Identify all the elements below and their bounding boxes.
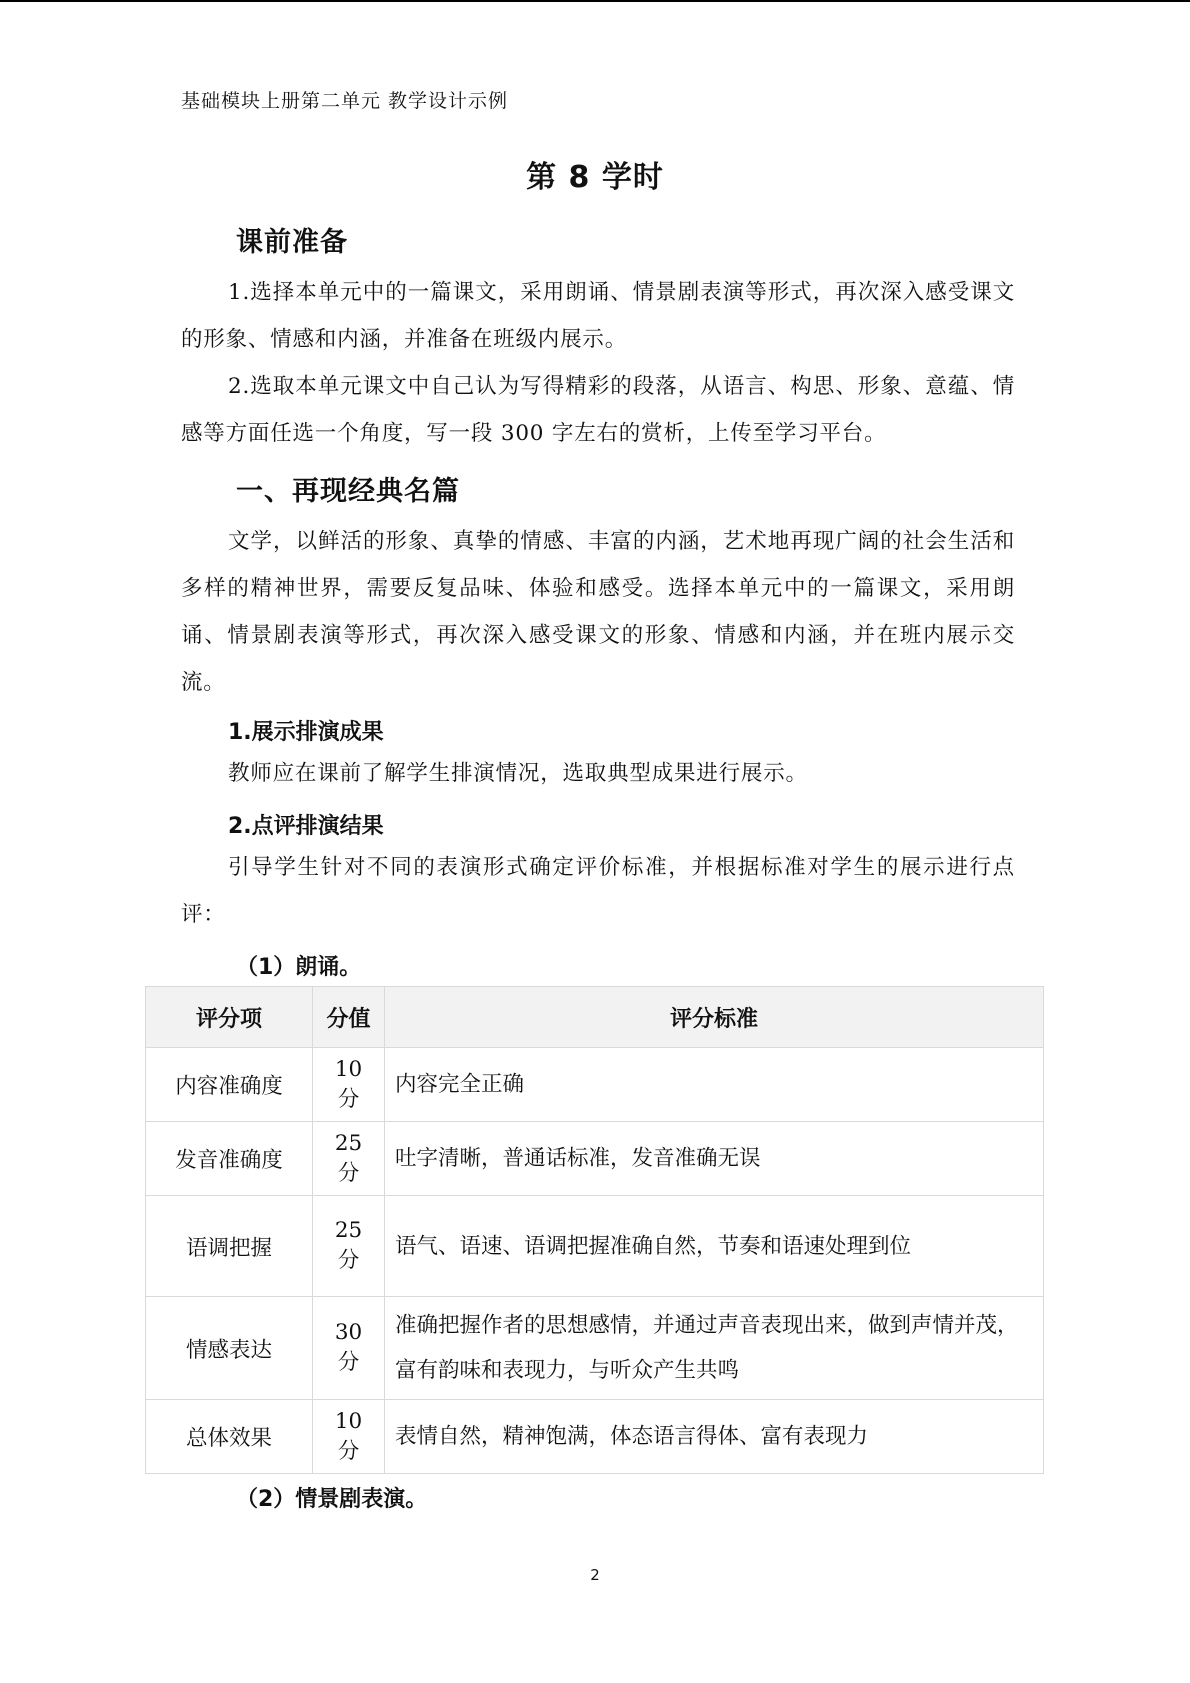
row-item: 内容准确度	[146, 1048, 313, 1122]
showcase-text: 教师应在课前了解学生排演情况，选取典型成果进行展示。	[228, 761, 808, 786]
row-item: 发音准确度	[146, 1122, 313, 1196]
header-item: 评分项	[146, 987, 313, 1048]
table-row	[146, 1048, 1044, 1122]
table-row	[146, 1400, 1044, 1474]
row-item: 情感表达	[146, 1297, 313, 1400]
page-number: 2	[590, 1566, 600, 1584]
page-top-rule	[0, 0, 1190, 2]
table-header-row	[146, 987, 1044, 1048]
header-criteria: 评分标准	[385, 987, 1044, 1048]
row-criteria: 表情自然，精神饱满，体态语言得体、富有表现力	[385, 1400, 1044, 1474]
row-score: 25 分	[313, 1196, 385, 1297]
row-criteria: 吐字清晰，普通话标准，发音准确无误	[385, 1122, 1044, 1196]
header-score: 分值	[313, 987, 385, 1048]
subheading-review: 2.点评排演结果	[228, 814, 384, 839]
table-row	[146, 1297, 1044, 1400]
table-row	[146, 1122, 1044, 1196]
row-criteria: 内容完全正确	[385, 1048, 1044, 1122]
section1-heading: 一、再现经典名篇	[236, 476, 460, 507]
row-score: 10 分	[313, 1048, 385, 1122]
row-criteria: 语气、语速、语调把握准确自然，节奏和语速处理到位	[385, 1196, 1044, 1297]
row-score: 25 分	[313, 1122, 385, 1196]
section1-intro: 文学，以鲜活的形象、真挚的情感、丰富的内涵，艺术地再现广阔的社会生活和多样的精神世界，需要反复品味、体验和感受。选择本单元中的一篇课文，采用朗诵、情景剧表演等形式，再次深入感受课文的形象、情感和内涵，并在班内展示交流。	[181, 529, 1015, 695]
subheading-showcase: 1.展示排演成果	[228, 720, 384, 745]
table-row	[146, 1196, 1044, 1297]
page-title: 第 8 学时	[526, 160, 664, 195]
review-text: 引导学生针对不同的表演形式确定评价标准，并根据标准对学生的展示进行点评：	[181, 855, 1015, 927]
table-caption-recitation: （1）朗诵。	[236, 955, 362, 980]
row-score: 30 分	[313, 1297, 385, 1400]
row-item: 总体效果	[146, 1400, 313, 1474]
prep-paragraph-1: 1.选择本单元中的一篇课文，采用朗诵、情景剧表演等形式，再次深入感受课文的形象、情感和内涵，并准备在班级内展示。	[181, 280, 1015, 352]
recitation-scoring-table	[145, 986, 1044, 1474]
prep-heading: 课前准备	[236, 227, 348, 258]
row-score: 10 分	[313, 1400, 385, 1474]
row-item: 语调把握	[146, 1196, 313, 1297]
prep-paragraph-2: 2.选取本单元课文中自己认为写得精彩的段落，从语言、构思、形象、意蕴、情感等方面任选一个角度，写一段 300 字左右的赏析，上传至学习平台。	[181, 374, 1015, 446]
row-criteria: 准确把握作者的思想感情，并通过声音表现出来，做到声情并茂，富有韵味和表现力，与听众产生共鸣	[385, 1297, 1044, 1400]
table-caption-drama: （2）情景剧表演。	[236, 1487, 428, 1512]
running-header: 基础模块上册第二单元 教学设计示例	[181, 90, 509, 112]
